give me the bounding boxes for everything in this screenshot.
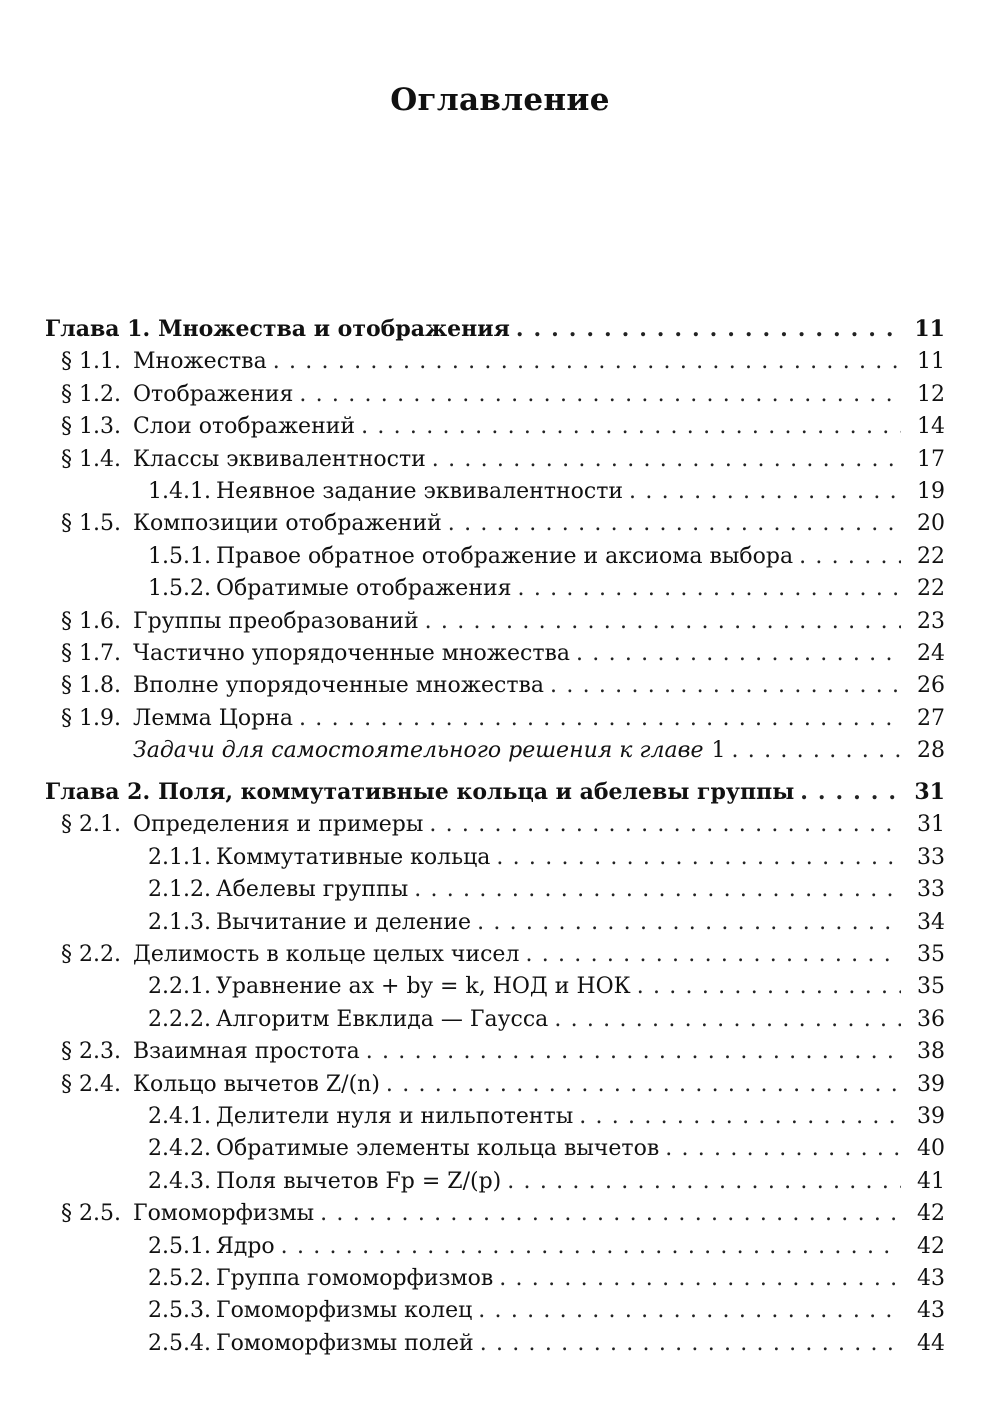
toc-entry-page: 22 [917, 543, 945, 569]
toc-entry-title: Поля, коммутативные кольца и абелевы группы [158, 779, 795, 806]
dot-leader [448, 511, 901, 536]
toc-entry-number: 2.4.1. [148, 1103, 211, 1129]
toc-entry-sub[interactable] [45, 967, 945, 999]
toc-entry-page: 33 [917, 844, 945, 870]
toc-entry-number: § 1.5. [61, 511, 121, 537]
toc-entry-title: Коммутативные кольца [216, 844, 491, 870]
toc-entry-sec[interactable] [45, 634, 945, 666]
toc-entry-sec[interactable] [45, 374, 945, 406]
dot-leader [507, 1169, 901, 1194]
toc-entry-title: Вычитание и деление [216, 909, 472, 935]
toc-entry-page: 31 [917, 812, 945, 838]
toc-entry-page: 38 [917, 1039, 945, 1065]
toc-entry-number: 2.1.3. [148, 909, 211, 935]
toc-entry-page: 12 [917, 381, 945, 407]
dot-leader [478, 1298, 901, 1323]
toc-entry-sec[interactable] [45, 805, 945, 837]
toc-entry-title: Алгоритм Евклида — Гаусса [216, 1006, 549, 1032]
dot-leader [299, 706, 901, 731]
toc-entry-number: § 1.8. [61, 673, 121, 699]
toc-entry-title: Обратимые элементы кольца вычетов [216, 1136, 660, 1162]
toc-entry-sec[interactable] [45, 601, 945, 633]
dot-leader [366, 1039, 901, 1064]
toc-entry-title: Композиции отображений [133, 511, 442, 537]
toc-entry-number: 2.1.1. [148, 844, 211, 870]
toc-entry-sub[interactable] [45, 1129, 945, 1161]
toc-entry-page: 17 [917, 446, 945, 472]
toc-entry-number: 2.1.2. [148, 877, 211, 903]
toc-entry-number: § 1.9. [61, 705, 121, 731]
dot-leader [414, 877, 901, 902]
toc-entry-page: 43 [917, 1298, 945, 1324]
dot-leader [425, 609, 901, 634]
toc-entry-title: Неявное задание эквивалентности [216, 478, 624, 504]
toc-entry-number: 2.2.1. [148, 974, 211, 1000]
toc-entry-chapter-ref: 1 [711, 738, 726, 764]
toc-entry-title: Определения и примеры [133, 812, 424, 838]
toc-entry-number: § 2.5. [61, 1201, 121, 1227]
toc-entry-number: § 2.3. [61, 1039, 121, 1065]
toc-entry-page: 43 [917, 1265, 945, 1291]
toc-entry-title: Взаимная простота [133, 1039, 360, 1065]
dot-leader [477, 910, 901, 935]
toc-entry-page: 24 [917, 640, 945, 666]
dot-leader [429, 812, 901, 837]
dot-leader [554, 1007, 901, 1032]
toc-entry-title: Гомоморфизмы колец [216, 1298, 473, 1324]
toc-entry-sub[interactable] [45, 870, 945, 902]
toc-entry-sub[interactable] [45, 1259, 945, 1291]
dot-leader [496, 845, 901, 870]
toc-entry-sec[interactable] [45, 1064, 945, 1096]
toc-entry-title: Кольцо вычетов Z/(n) [133, 1071, 380, 1097]
toc-entry-title: Группы преобразований [133, 608, 419, 634]
toc-entry-number: § 2.4. [61, 1071, 121, 1097]
toc-entry-sub[interactable] [45, 837, 945, 869]
toc-entry-number: Глава 2. [45, 779, 151, 806]
dot-leader [629, 479, 901, 504]
toc-entry-title: Частично упорядоченные множества [133, 640, 571, 666]
toc-entry-title: Гомоморфизмы [133, 1201, 315, 1227]
dot-leader [550, 673, 901, 698]
toc-entry-page: 11 [917, 349, 945, 375]
toc-entry-title: Гомоморфизмы полей [216, 1330, 474, 1356]
toc-entry-number: § 2.2. [61, 942, 121, 968]
toc-entry-page: 40 [917, 1136, 945, 1162]
toc-entry-page: 35 [917, 974, 945, 1000]
toc-entry-title: Уравнение ax + by = k, НОД и НОК [216, 974, 631, 1000]
toc-entry-sub[interactable] [45, 902, 945, 934]
toc-entry-title: Делители нуля и нильпотенты [216, 1103, 574, 1129]
dot-leader [281, 1234, 901, 1259]
toc-entry-page: 42 [917, 1201, 945, 1227]
dot-leader [525, 942, 901, 967]
toc-entry-number: § 1.7. [61, 640, 121, 666]
toc-entry-page: 20 [917, 511, 945, 537]
toc-entry-page: 31 [914, 779, 945, 806]
toc-entry-title: Группа гомоморфизмов [216, 1265, 494, 1291]
toc-entry-title: Абелевы группы [216, 877, 409, 903]
dot-leader [361, 414, 901, 439]
toc-entry-sec[interactable] [45, 407, 945, 439]
toc-entry-title: Делимость в кольце целых чисел [133, 942, 520, 968]
toc-entry-title: Отображения [133, 381, 294, 407]
toc-entry-page: 26 [917, 673, 945, 699]
dot-leader [299, 382, 901, 407]
toc-entry-sub[interactable] [45, 999, 945, 1031]
toc-entry-sub[interactable] [45, 1226, 945, 1258]
dot-leader [516, 316, 901, 342]
toc-entry-page: 27 [917, 705, 945, 731]
toc-entry-number: § 1.4. [61, 446, 121, 472]
toc-entry-number: 2.5.1. [148, 1233, 211, 1259]
toc-entry-page: 44 [917, 1330, 945, 1356]
dot-leader [432, 447, 901, 472]
toc-entry-page: 28 [917, 738, 945, 764]
toc-entry-sec[interactable] [45, 1032, 945, 1064]
dot-leader [320, 1201, 901, 1226]
toc-entry-title: Классы эквивалентности [133, 446, 426, 472]
dot-leader [518, 576, 901, 601]
dot-leader [799, 544, 901, 569]
dot-leader [499, 1266, 901, 1291]
toc-entry-page: 23 [917, 608, 945, 634]
page-title: Оглавление [390, 82, 610, 118]
toc-entry-number: 1.4.1. [148, 478, 211, 504]
toc-entry-title: Лемма Цорна [133, 705, 294, 731]
toc-entry-sub[interactable] [45, 536, 945, 568]
toc-entry-number: 1.5.1. [148, 543, 211, 569]
dot-leader [732, 738, 902, 763]
toc-entry-page: 42 [917, 1233, 945, 1259]
toc-entry-page: 36 [917, 1006, 945, 1032]
toc-entry-title: Слои отображений [133, 414, 356, 440]
toc-entry-number: § 1.6. [61, 608, 121, 634]
toc-entry-page: 22 [917, 576, 945, 602]
dot-leader [273, 349, 901, 374]
dot-leader [637, 974, 901, 999]
toc-entry-sub[interactable] [45, 472, 945, 504]
toc-entry-number: 2.2.2. [148, 1006, 211, 1032]
dot-leader [480, 1331, 901, 1356]
toc-entry-number: § 1.3. [61, 414, 121, 440]
toc-entry-page: 19 [917, 478, 945, 504]
toc-entry-title: Правое обратное отображение и аксиома выбора [216, 543, 794, 569]
toc-entry-number: § 1.2. [61, 381, 121, 407]
toc-entry-chapter[interactable] [45, 771, 945, 805]
toc-entry-page: 39 [917, 1103, 945, 1129]
toc-entry-sub[interactable] [45, 569, 945, 601]
toc-entry-title: Задачи для самостоятельного решения к главе [133, 738, 704, 764]
toc-entry-number: 2.5.2. [148, 1265, 211, 1291]
toc-entry-number: 2.4.2. [148, 1136, 211, 1162]
toc-entry-title: Множества и отображения [158, 316, 510, 342]
toc-entry-sub[interactable] [45, 1323, 945, 1355]
toc-entry-number: 2.5.3. [148, 1298, 211, 1324]
toc-entry-page: 33 [917, 877, 945, 903]
toc-entry-title: Вполне упорядоченные множества [133, 673, 545, 699]
table-of-contents [45, 308, 945, 1356]
toc-entry-sec[interactable] [45, 439, 945, 471]
toc-entry-task[interactable] [45, 731, 945, 763]
toc-entry-sec[interactable] [45, 342, 945, 374]
toc-entry-page: 39 [917, 1071, 945, 1097]
toc-entry-sub[interactable] [45, 1097, 945, 1129]
toc-entry-page: 35 [917, 942, 945, 968]
dot-leader [800, 779, 901, 805]
toc-entry-number: 2.5.4. [148, 1330, 211, 1356]
toc-entry-chapter[interactable] [45, 308, 945, 342]
toc-entry-sec[interactable] [45, 1194, 945, 1226]
toc-entry-title: Ядро [216, 1233, 275, 1259]
dot-leader [579, 1104, 901, 1129]
toc-entry-sec[interactable] [45, 935, 945, 967]
dot-leader [576, 641, 901, 666]
toc-entry-number: 2.4.3. [148, 1168, 211, 1194]
dot-leader [665, 1136, 901, 1161]
toc-entry-page: 11 [914, 316, 945, 342]
toc-entry-number: Глава 1. [45, 316, 151, 342]
dot-leader [386, 1072, 901, 1097]
toc-entry-title: Обратимые отображения [216, 576, 512, 602]
toc-entry-title: Множества [133, 349, 267, 375]
toc-entry-number: § 1.1. [61, 349, 121, 375]
toc-entry-number: § 2.1. [61, 812, 121, 838]
toc-entry-sec[interactable] [45, 666, 945, 698]
toc-entry-page: 41 [917, 1168, 945, 1194]
toc-entry-page: 34 [917, 909, 945, 935]
toc-entry-sub[interactable] [45, 1291, 945, 1323]
toc-entry-number: 1.5.2. [148, 576, 211, 602]
toc-entry-sec[interactable] [45, 698, 945, 730]
toc-entry-title: Поля вычетов Fp = Z/(p) [216, 1168, 502, 1194]
toc-entry-page: 14 [917, 414, 945, 440]
toc-entry-sub[interactable] [45, 1161, 945, 1193]
toc-entry-sec[interactable] [45, 504, 945, 536]
